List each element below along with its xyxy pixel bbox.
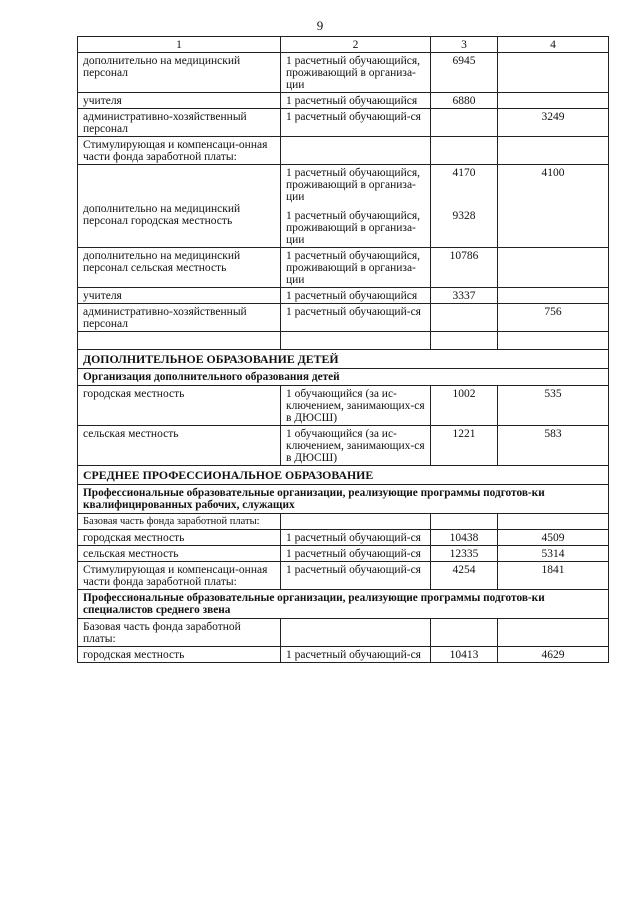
row-label-cell (78, 332, 281, 350)
row-label-cell: городская местность (78, 647, 281, 663)
value-cell: 756 (498, 304, 609, 332)
unit-cell: 1 расчетный обучающийся (281, 288, 431, 304)
row-label-cell: дополнительно на медицинский персонал (78, 53, 281, 93)
table-row (78, 53, 609, 93)
section-heading: СРЕДНЕЕ ПРОФЕССИОНАЛЬНОЕ ОБРАЗОВАНИЕ (78, 466, 609, 485)
unit-cell (281, 619, 431, 647)
value-cell: 3337 (431, 288, 498, 304)
value-cell (498, 248, 609, 288)
value-cell (498, 288, 609, 304)
row-label-cell: городская местность (78, 530, 281, 546)
value-cell: 5314 (498, 546, 609, 562)
value-cell: 3249 (498, 109, 609, 137)
value-cell: 9328 (431, 204, 498, 248)
table-row (78, 386, 609, 426)
value-cell (498, 514, 609, 530)
row-label-cell: административно-хозяйственный персонал (78, 304, 281, 332)
unit-cell: 1 расчетный обучающийся (281, 93, 431, 109)
value-cell: 4170 (431, 165, 498, 205)
row-label-cell: учителя (78, 288, 281, 304)
value-cell: 535 (498, 386, 609, 426)
value-cell (498, 332, 609, 350)
unit-cell: 1 расчетный обучающий-ся (281, 647, 431, 663)
table-row (78, 137, 609, 165)
value-cell (431, 304, 498, 332)
unit-cell (281, 137, 431, 165)
value-cell (431, 514, 498, 530)
unit-cell: 1 обучающийся (за ис-ключением, занимающих-ся в ДЮСШ) (281, 426, 431, 466)
unit-cell: 1 обучающийся (за ис-ключением, занимающих-ся в ДЮСШ) (281, 386, 431, 426)
subsection-row (78, 590, 609, 619)
value-cell: 4254 (431, 562, 498, 590)
row-label-cell: учителя (78, 93, 281, 109)
row-label-cell: дополнительно на медицинский персонал городская местность (78, 165, 281, 248)
column-number-cell: 1 (78, 37, 281, 53)
page-number: 9 (316, 18, 324, 33)
column-number-cell: 2 (281, 37, 431, 53)
table-row (78, 546, 609, 562)
section-heading: ДОПОЛНИТЕЛЬНОЕ ОБРАЗОВАНИЕ ДЕТЕЙ (78, 350, 609, 369)
table-row (78, 93, 609, 109)
value-cell (498, 137, 609, 165)
row-label-cell: Базовая часть фонда заработной платы: (78, 514, 281, 530)
column-number-cell: 4 (498, 37, 609, 53)
unit-cell: 1 расчетный обучающий-ся (281, 546, 431, 562)
table-row (78, 426, 609, 466)
unit-cell (281, 332, 431, 350)
value-cell: 12335 (431, 546, 498, 562)
section-row (78, 350, 609, 369)
section-row (78, 466, 609, 485)
value-cell: 583 (498, 426, 609, 466)
value-cell: 4100 (498, 165, 609, 248)
funding-norms-table (77, 36, 609, 663)
value-cell: 4509 (498, 530, 609, 546)
unit-cell: 1 расчетный обучающийся, проживающий в организа-ции (281, 248, 431, 288)
table-row (78, 562, 609, 590)
value-cell: 1841 (498, 562, 609, 590)
subsection-heading: Профессиональные образовательные организации, реализующие программы подготов-ки квалифицированных рабочих, служащих (78, 485, 609, 514)
value-cell: 10786 (431, 248, 498, 288)
table-row (78, 304, 609, 332)
unit-cell: 1 расчетный обучающий-ся (281, 530, 431, 546)
table-row (78, 647, 609, 663)
unit-cell (281, 514, 431, 530)
unit-cell: 1 расчетный обучающийся, проживающий в организа-ции (281, 53, 431, 93)
row-label-cell: городская местность (78, 386, 281, 426)
value-cell (431, 109, 498, 137)
subsection-heading: Профессиональные образовательные организации, реализующие программы подготов-ки специалистов среднего звена (78, 590, 609, 619)
row-label-cell: административно-хозяйственный персонал (78, 109, 281, 137)
table-row (78, 514, 609, 530)
value-cell: 4629 (498, 647, 609, 663)
table-row (78, 248, 609, 288)
row-label-cell: сельская местность (78, 546, 281, 562)
table-row (78, 165, 609, 205)
value-cell: 10438 (431, 530, 498, 546)
table-row (78, 109, 609, 137)
row-label-cell: Стимулирующая и компенсаци-онная части фонда заработной платы: (78, 137, 281, 165)
value-cell: 6945 (431, 53, 498, 93)
table-row (78, 288, 609, 304)
value-cell: 6880 (431, 93, 498, 109)
subsection-heading: Организация дополнительного образования детей (78, 369, 609, 386)
value-cell (498, 53, 609, 93)
value-cell: 1221 (431, 426, 498, 466)
value-cell (431, 332, 498, 350)
value-cell: 10413 (431, 647, 498, 663)
value-cell: 1002 (431, 386, 498, 426)
value-cell (431, 619, 498, 647)
row-label-cell: Базовая часть фонда заработной платы: (78, 619, 281, 647)
subsection-row (78, 485, 609, 514)
unit-cell: 1 расчетный обучающийся, проживающий в организа-ции (281, 165, 431, 205)
table-row (78, 619, 609, 647)
value-cell (498, 93, 609, 109)
column-number-cell: 3 (431, 37, 498, 53)
row-label-cell: сельская местность (78, 426, 281, 466)
row-label-cell: дополнительно на медицинский персонал сельская местность (78, 248, 281, 288)
unit-cell: 1 расчетный обучающий-ся (281, 109, 431, 137)
unit-cell: 1 расчетный обучающийся, проживающий в организа-ции (281, 204, 431, 248)
column-number-row (78, 37, 609, 53)
value-cell (431, 137, 498, 165)
value-cell (498, 619, 609, 647)
subsection-row (78, 369, 609, 386)
unit-cell: 1 расчетный обучающий-ся (281, 562, 431, 590)
table-row (78, 332, 609, 350)
unit-cell: 1 расчетный обучающий-ся (281, 304, 431, 332)
table-row (78, 530, 609, 546)
row-label-cell: Стимулирующая и компенсаци-онная части фонда заработной платы: (78, 562, 281, 590)
